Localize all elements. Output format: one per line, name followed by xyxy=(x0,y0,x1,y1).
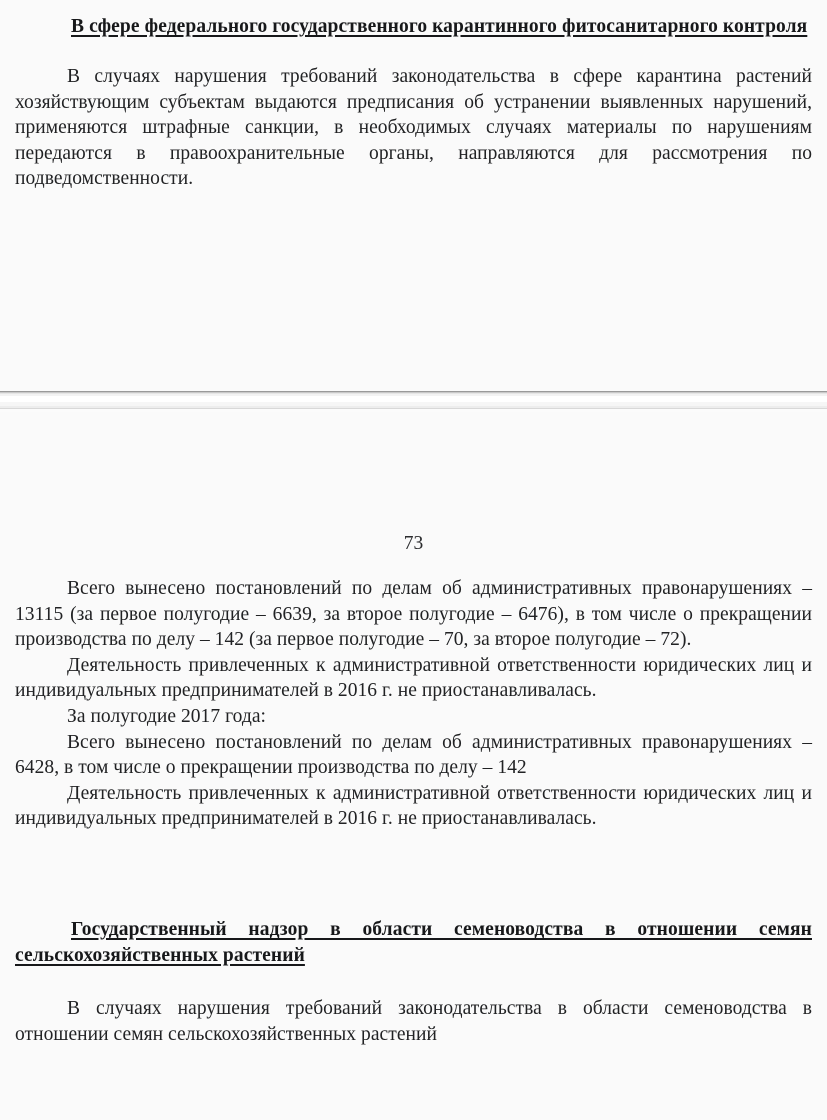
paragraph-seed-production-violations: В случаях нарушения требований законодательства в области семеноводства в отношении семян сельскохозяйственных растений xyxy=(15,997,812,1045)
spacer xyxy=(15,832,812,917)
spacer xyxy=(15,412,812,531)
paragraph-administrative-rulings-2017: Всего вынесено постановлений по делам об административных правонарушениях – 6428, в том числе о прекращении производства по делу – 142 xyxy=(15,731,812,779)
page-break-separator xyxy=(0,391,827,412)
paragraph-phytosanitary-violations: В случаях нарушения требований законодательства в сфере карантина растений хозяйствующим субъектам выдаются предписания об устранении выявленных нарушений, применяются штрафные санкции, в необходимых случаях материалы по нарушениям передаются в правоохранительные органы, направляются для рассмотрения по подведомственности. xyxy=(15,66,812,190)
document-page-two xyxy=(0,412,827,1120)
spacer xyxy=(15,40,812,64)
section-heading-seed-production-supervision: Государственный надзор в области семеноводства в отношении семян сельскохозяйственных растений xyxy=(15,918,812,966)
paragraph-administrative-rulings-2016: Всего вынесено постановлений по делам об административных правонарушениях – 13115 (за первое полугодие – 6639, за второе полугодие – 6476), в том числе о прекращении производства по делу – 142 (за первое полугодие – 70, за второе полугодие – 72). xyxy=(15,578,812,651)
page-number: 73 xyxy=(403,533,424,554)
paragraph-activity-not-suspended-2016: Деятельность привлеченных к административной ответственности юридических лиц и индивидуальных предпринимателей в 2016 г. не приостанавливалась. xyxy=(15,654,812,702)
document-page-one xyxy=(0,0,827,391)
spacer xyxy=(15,557,812,576)
section-heading-phytosanitary-control: В сфере федерального государственного карантинного фитосанитарного контроля xyxy=(71,16,808,37)
paragraph-half-year-2017-label: За полугодие 2017 года: xyxy=(67,705,267,727)
spacer xyxy=(15,969,812,996)
paragraph-activity-not-suspended-2017: Деятельность привлеченных к административной ответственности юридических лиц и индивидуальных предпринимателей в 2016 г. не приостанавливалась. xyxy=(15,782,812,830)
